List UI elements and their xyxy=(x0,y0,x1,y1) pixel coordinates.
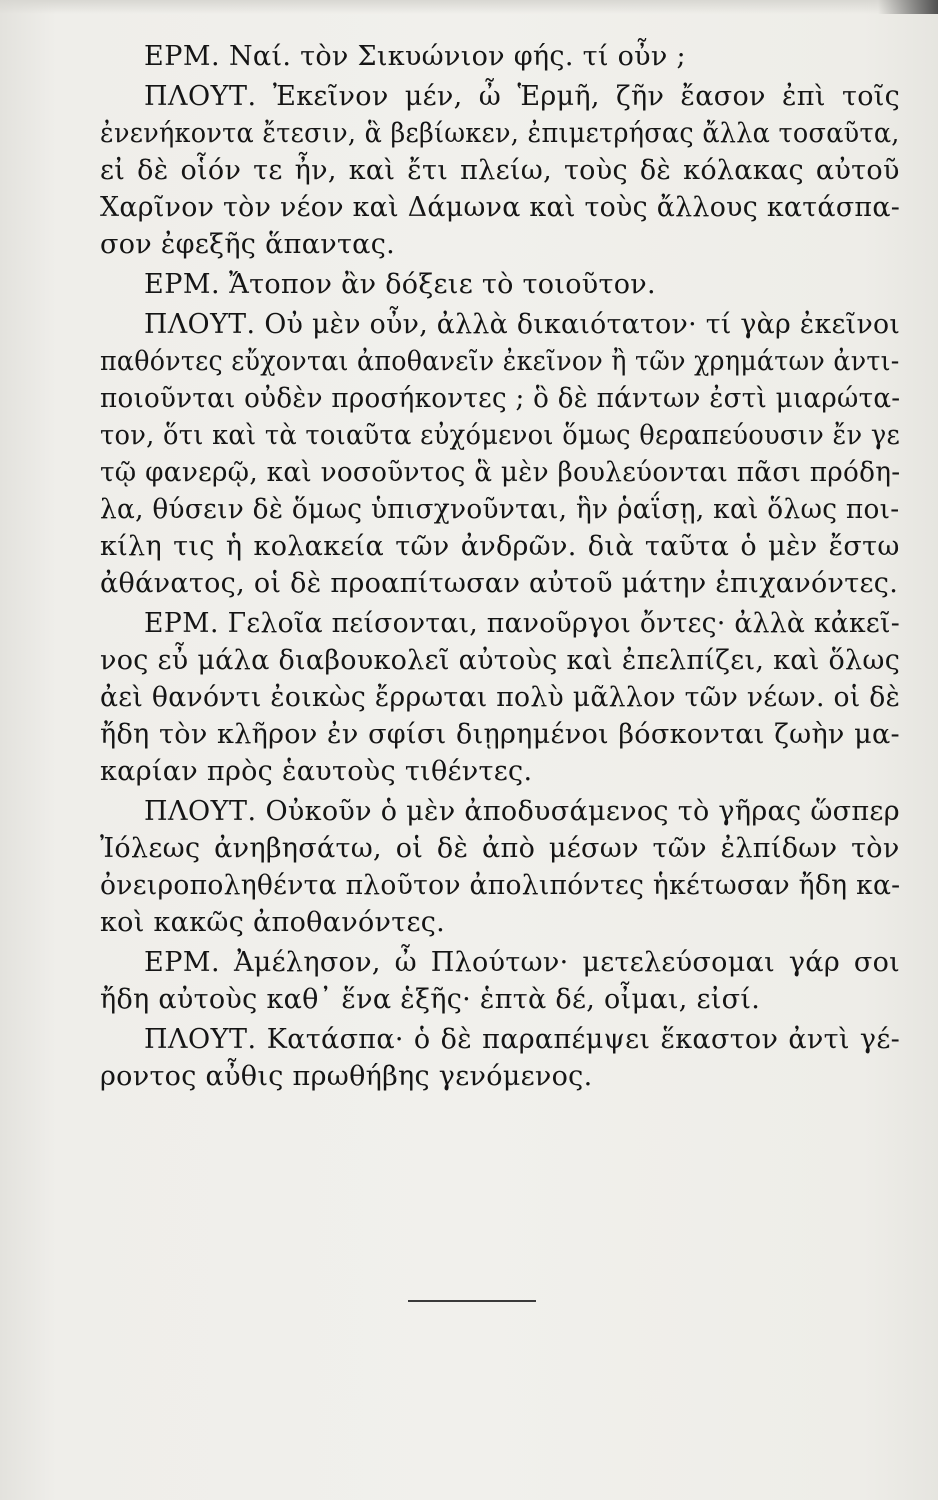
text-line xyxy=(100,904,900,941)
line-text: σον ἐφεξῆς ἅπαντας. xyxy=(100,229,396,260)
speaker-label: ΕΡΜ. xyxy=(144,947,221,978)
text-line xyxy=(100,981,900,1018)
line-text: ἀθάνατος, οἱ δὲ προαπίτωσαν αὐτοῦ μάτην ἐπιχανόντες. xyxy=(100,568,899,599)
page-corner-shadow xyxy=(878,0,938,14)
line-text: παθόντες εὔχονται ἀποθανεῖν ἐκεῖνον ἢ τῶν χρημάτων ἀντι- xyxy=(100,346,900,377)
line-text: καρίαν πρὸς ἑαυτοὺς τιθέντες. xyxy=(100,756,533,787)
text-line xyxy=(100,78,900,115)
text-line xyxy=(100,1021,900,1058)
text-line xyxy=(100,528,900,565)
line-text: Χαρῖνον τὸν νέον καὶ Δάμωνα καὶ τοὺς ἄλλους κατάσπα- xyxy=(100,192,901,223)
text-line xyxy=(100,226,900,263)
text-line xyxy=(100,565,900,602)
line-text: τον, ὅτι καὶ τὰ τοιαῦτα εὐχόμενοι ὅμως θεραπεύουσιν ἔν γε xyxy=(100,420,901,451)
speaker-label: ΠΛΟΥΤ. xyxy=(144,796,257,827)
line-text: νος εὖ μάλα διαβουκολεῖ αὐτοὺς καὶ ἐπελπίζει, καὶ ὅλως xyxy=(100,645,901,676)
line-text: Ἄτοπον ἂν δόξειε τὸ τοιοῦτον. xyxy=(229,269,656,300)
text-line xyxy=(100,605,900,642)
line-text: ἤδη αὐτοὺς καθ᾽ ἕνα ἑξῆς· ἑπτὰ δέ, οἶμαι, εἰσί. xyxy=(100,984,761,1015)
text-line xyxy=(100,417,900,454)
text-line xyxy=(100,679,900,716)
line-text: εἰ δὲ οἷόν τε ἦν, καὶ ἔτι πλείω, τοὺς δὲ κόλακας αὐτοῦ xyxy=(100,155,900,186)
speaker-label: ΕΡΜ. xyxy=(144,608,219,639)
line-text: τῷ φανερῷ, καὶ νοσοῦντος ἃ μὲν βουλεύονται πᾶσι πρόδη- xyxy=(100,457,901,488)
text-line xyxy=(100,38,900,75)
text-line xyxy=(100,380,900,417)
line-text: Ἐκεῖνον μέν, ὦ Ἑρμῆ, ζῆν ἔασον ἐπὶ τοῖς xyxy=(272,81,901,112)
line-text: κίλη τις ἡ κολακεία τῶν ἀνδρῶν. διὰ ταῦτα ὁ μὲν ἔστω xyxy=(100,531,900,562)
line-text: Οὐ μὲν οὖν, ἀλλὰ δικαιότατον· τί γὰρ ἐκεῖνοι xyxy=(264,309,901,340)
section-rule xyxy=(408,1300,536,1302)
line-text: λα, θύσειν δὲ ὅμως ὑπισχνοῦνται, ἣν ῥαΐσῃ, καὶ ὅλως ποι- xyxy=(100,494,900,525)
text-line xyxy=(100,115,900,152)
text-line xyxy=(100,491,900,528)
line-text: ὀνειροποληθέντα πλοῦτον ἀπολιπόντες ἡκέτωσαν ἤδη κα- xyxy=(100,870,901,901)
text-line xyxy=(100,266,900,303)
line-text: ροντος αὖθις πρωθήβης γενόμενος. xyxy=(100,1061,593,1092)
line-text: ἤδη τὸν κλῆρον ἐν σφίσι διῃρημένοι βόσκονται ζωὴν μα- xyxy=(100,719,900,750)
speaker-label: ΠΛΟΥΤ. xyxy=(144,1024,257,1055)
line-text: κοὶ κακῶς ἀποθανόντες. xyxy=(100,907,446,938)
line-text: ἀεὶ θανόντι ἐοικὼς ἔρρωται πολὺ μᾶλλον τῶν νέων. οἱ δὲ xyxy=(100,682,901,713)
text-line xyxy=(100,343,900,380)
line-text: Ἰόλεως ἀνηβησάτω, οἱ δὲ ἀπὸ μέσων τῶν ἐλπίδων τὸν xyxy=(100,833,900,864)
text-line xyxy=(100,642,900,679)
text-line xyxy=(100,454,900,491)
text-line xyxy=(100,753,900,790)
text-line xyxy=(100,306,900,343)
line-text: Κατάσπα· ὁ δὲ παραπέμψει ἕκαστον ἀντὶ γέ- xyxy=(266,1024,901,1055)
line-text: Γελοῖα πείσονται, πανοῦργοι ὄντες· ἀλλὰ κἀκεῖ- xyxy=(227,608,900,639)
line-text: Ἀμέλησον, ὦ Πλούτων· μετελεύσομαι γάρ σοι xyxy=(234,947,901,978)
text-line xyxy=(100,944,900,981)
speaker-label: ΠΛΟΥΤ. xyxy=(144,309,256,340)
text-line xyxy=(100,867,900,904)
text-line xyxy=(100,152,900,189)
text-line xyxy=(100,716,900,753)
page-top-shadow xyxy=(0,0,938,14)
dialogue-text xyxy=(100,38,900,1098)
text-line xyxy=(100,830,900,867)
text-line xyxy=(100,793,900,830)
line-text: ἐνενήκοντα ἔτεσιν, ἃ βεβίωκεν, ἐπιμετρήσας ἄλλα τοσαῦτα, xyxy=(100,118,900,149)
line-text: Οὐκοῦν ὁ μὲν ἀποδυσάμενος τὸ γῆρας ὥσπερ xyxy=(265,796,900,827)
speaker-label: ΕΡΜ. xyxy=(144,269,221,300)
text-line xyxy=(100,189,900,226)
speaker-label: ΠΛΟΥΤ. xyxy=(144,81,257,112)
speaker-label: ΕΡΜ. xyxy=(144,41,221,72)
line-text: ποιοῦνται οὐδὲν προσήκοντες ; ὃ δὲ πάντων ἐστὶ μιαρώτα- xyxy=(100,383,901,414)
text-line xyxy=(100,1058,900,1095)
line-text: Ναί. τὸν Σικυώνιον φής. τί οὖν ; xyxy=(229,41,686,72)
